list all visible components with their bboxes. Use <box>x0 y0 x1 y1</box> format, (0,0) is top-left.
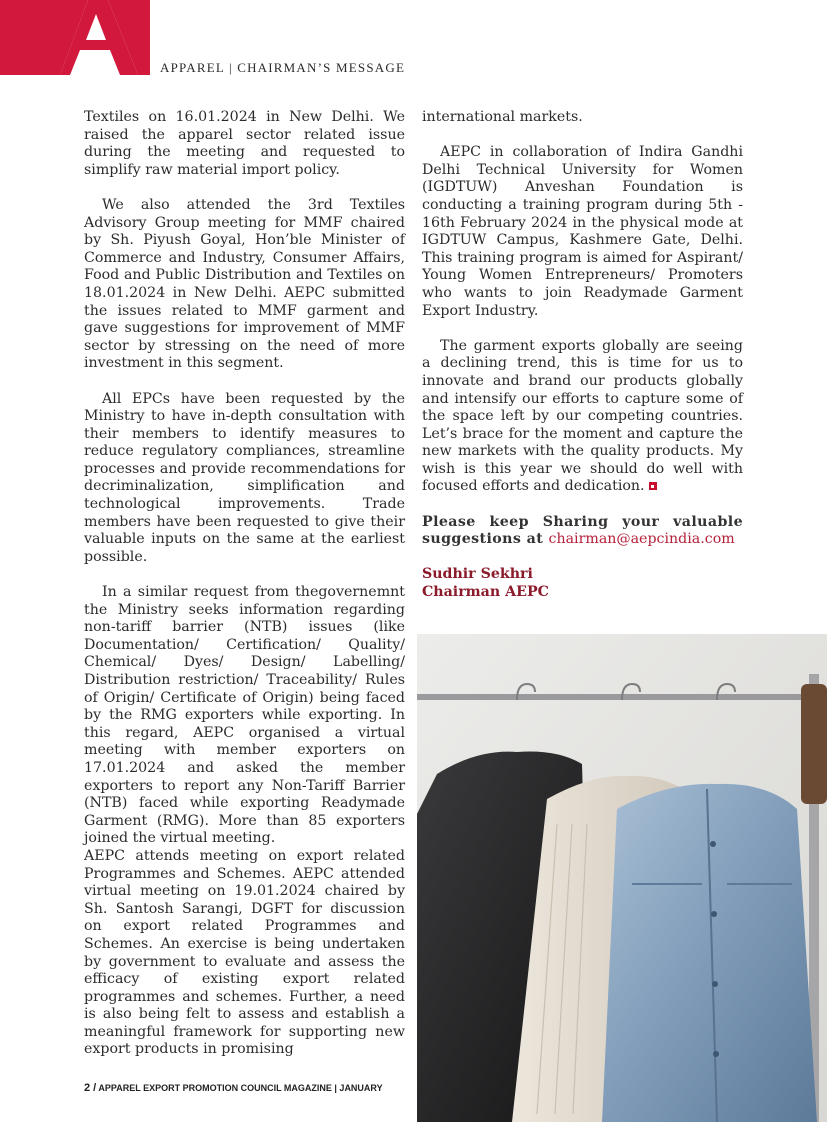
signature <box>422 566 743 601</box>
closing-paragraph-text: The garment exports globally are seeing a declining trend, this is time for us to innovate and brand our products globally and intensify our efforts to capture some of the space left by our competing countries. Let’s brace for the moment and capture the new markets with the quality products. My wish is this year we should do well with focused efforts and dedication. <box>422 337 743 495</box>
cta-text: Please keep Sharing your valuable suggestions at <box>422 513 743 548</box>
paragraph <box>422 338 743 496</box>
signature-title: Chairman AEPC <box>422 584 549 601</box>
page-number: 2 / <box>84 1082 97 1094</box>
call-to-action <box>422 514 743 549</box>
paragraph: In a similar request from thegovernemnt the Ministry seeks information regarding non-tariff barrier (NTB) issues (like Documentation/ Certification/ Quality/ Chemical/ Dyes/ Design/ Labelling/ Distribution restriction/ Traceability/ Rules of Origin/ Certificate of Origin) being faced by the RMG exporters while exporting. In this regard, AEPC organised a virtual meeting with member exporters on 17.01.2024 and asked the member exporters to report any Non-Tariff Barrier (NTB) faced while exporting Readymade Garment (RMG). More than 85 exporters joined the virtual meeting. <box>84 584 405 847</box>
paragraph: international markets. <box>422 109 583 125</box>
paragraph: We also attended the 3rd Textiles Advisory Group meeting for MMF chaired by Sh. Piyush Goyal, Hon’ble Minister of Commerce and Industry, Consumer Affairs, Food and Public Distribution and Textiles on 18.01.2024 in New Delhi. AEPC submitted the issues related to MMF garment and gave suggestions for improvement of MMF sector by stressing on the need of more investment in this segment. <box>84 196 405 372</box>
paragraph: AEPC attends meeting on export related Programmes and Schemes. AEPC attended virtual meeting on 19.01.2024 chaired by Sh. Santosh Sarangi, DGFT for discussion on export related Programmes and Schemes. An exercise is being undertaken by government to evaluate and assess the efficacy of existing export related programmes and schemes. Further, a need is also being felt to assess and establish a meaningful framework for supporting new export products in promising <box>84 847 405 1058</box>
paragraph: Textiles on 16.01.2024 in New Delhi. We raised the apparel sector related issue during the meeting and requested to simplify raw material import policy. <box>84 109 405 178</box>
end-mark-icon <box>649 482 657 490</box>
email-link[interactable]: chairman@aepcindia.com <box>548 531 735 548</box>
page-footer <box>84 1082 383 1094</box>
left-column <box>84 109 405 1077</box>
publication-name: APPAREL EXPORT PROMOTION COUNCIL MAGAZINE | JANUARY <box>96 1083 383 1093</box>
jackets-on-rack-photo <box>417 634 827 1122</box>
aepc-logo <box>0 0 150 78</box>
signature-name: Sudhir Sekhri <box>422 566 533 583</box>
right-column <box>422 109 743 602</box>
paragraph: AEPC in collaboration of Indira Gandhi Delhi Technical University for Women (IGDTUW) Anveshan Foundation is conducting a training program during 5th - 16th February 2024 in the physical mode at IGDTUW Campus, Kashmere Gate, Delhi. This training program is aimed for Aspirant/ Young Women Entrepreneurs/ Promoters who wants to join Readymade Garment Export Industry. <box>422 144 743 319</box>
paragraph: All EPCs have been requested by the Ministry to have in-depth consultation with their members to identify measures to reduce regulatory compliances, streamline processes and provide recommendations for decriminalization, simplification and technological improvements. Trade members have been requested to give their valuable inputs on the same at the earliest possible. <box>84 390 405 565</box>
section-header: APPAREL | CHAIRMAN’S MESSAGE <box>160 60 406 75</box>
